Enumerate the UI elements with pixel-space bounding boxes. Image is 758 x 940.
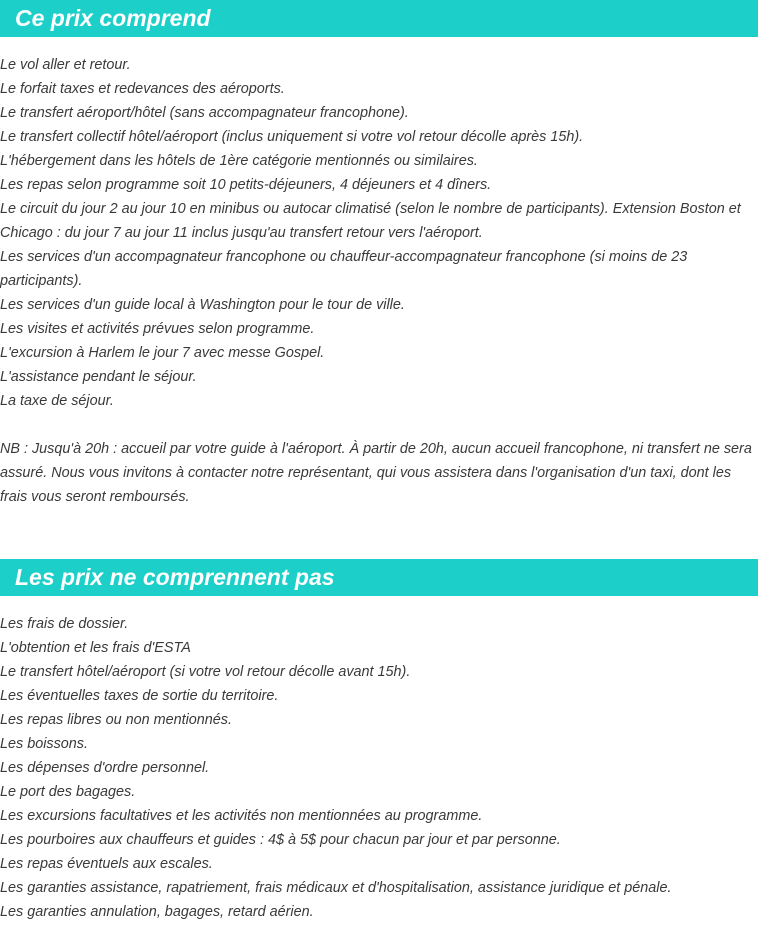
included-item: Les services d'un guide local à Washington pour le tour de ville. <box>0 297 405 313</box>
included-item: Le transfert collectif hôtel/aéroport (inclus uniquement si votre vol retour décolle après 15h). <box>0 129 584 145</box>
excluded-item: Les garanties assistance, rapatriement, frais médicaux et d'hospitalisation, assistance juridique et pénale. <box>0 880 672 896</box>
excluded-section-header <box>0 559 758 596</box>
excluded-item: Les frais de dossier. <box>0 616 129 632</box>
included-item: Les visites et activités prévues selon programme. <box>0 321 315 337</box>
included-list <box>0 53 752 413</box>
included-item: L'hébergement dans les hôtels de 1ère catégorie mentionnés ou similaires. <box>0 153 478 169</box>
excluded-item: Les éventuelles taxes de sortie du territoire. <box>0 688 279 704</box>
included-item: L'excursion à Harlem le jour 7 avec messe Gospel. <box>0 345 325 361</box>
excluded-item: L'obtention et les frais d'ESTA <box>0 640 191 656</box>
included-item: L'assistance pendant le séjour. <box>0 369 197 385</box>
excluded-list <box>0 612 752 924</box>
airport-arrival-note: NB : Jusqu'à 20h : accueil par votre guide à l'aéroport. À partir de 20h, aucun accueil francophone, ni transfert ne sera assuré. Nous vous invitons à contacter notre représentant, qui vous assistera dans l'organisation d'un taxi, dont les frais vous seront remboursés. <box>0 441 752 505</box>
excluded-item: Les repas éventuels aux escales. <box>0 856 213 872</box>
excluded-item: Les repas libres ou non mentionnés. <box>0 712 232 728</box>
included-item: Les repas selon programme soit 10 petits-déjeuners, 4 déjeuners et 4 dîners. <box>0 177 492 193</box>
excluded-item: Les garanties annulation, bagages, retard aérien. <box>0 904 314 920</box>
excluded-item: Le port des bagages. <box>0 784 136 800</box>
included-item: Le transfert aéroport/hôtel (sans accompagnateur francophone). <box>0 105 409 121</box>
included-section-header <box>0 0 758 37</box>
included-section-title: Ce prix comprend <box>15 5 211 31</box>
included-item: Les services d'un accompagnateur francophone ou chauffeur-accompagnateur francophone (si moins de 23 participants). <box>0 249 688 289</box>
excluded-item: Les boissons. <box>0 736 88 752</box>
included-item: La taxe de séjour. <box>0 393 114 409</box>
excluded-item: Les pourboires aux chauffeurs et guides : 4$ à 5$ pour chacun par jour et par personne. <box>0 832 561 848</box>
excluded-section-title: Les prix ne comprennent pas <box>15 564 335 590</box>
included-item: Le forfait taxes et redevances des aéroports. <box>0 81 285 97</box>
excluded-item: Le transfert hôtel/aéroport (si votre vol retour décolle avant 15h). <box>0 664 411 680</box>
included-item: Le circuit du jour 2 au jour 10 en minibus ou autocar climatisé (selon le nombre de participants). Extension Boston et Chicago : du jour 7 au jour 11 inclus jusqu'au transfert retour vers l'aéroport. <box>0 201 741 241</box>
excluded-item: Les excursions facultatives et les activités non mentionnées au programme. <box>0 808 483 824</box>
excluded-item: Les dépenses d'ordre personnel. <box>0 760 210 776</box>
included-item: Le vol aller et retour. <box>0 57 131 73</box>
